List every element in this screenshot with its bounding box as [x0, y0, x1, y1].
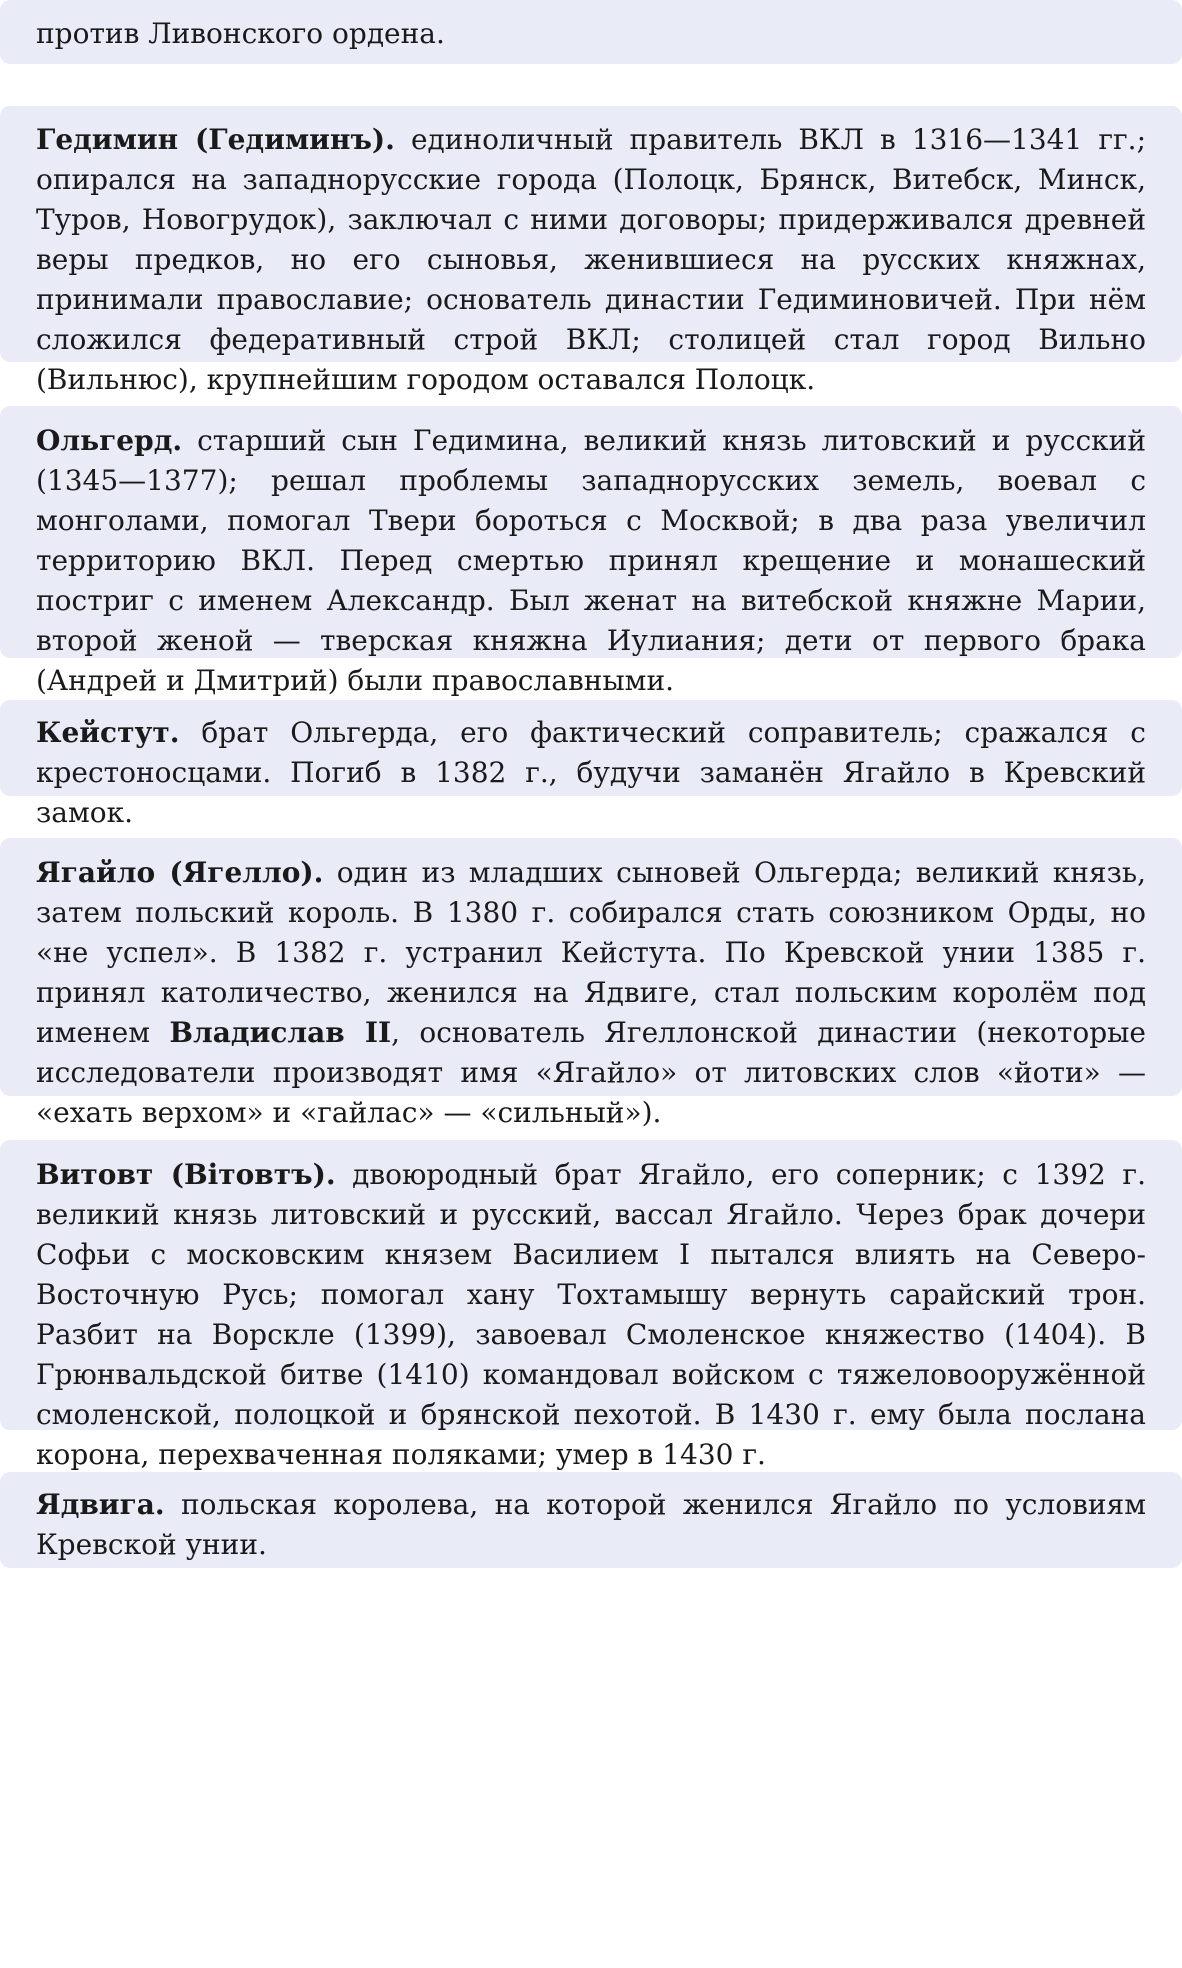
- entry-term: Ягайло (Ягелло).: [36, 856, 324, 889]
- entry-term: Ядвига.: [36, 1488, 165, 1521]
- entry-card-continuation: [0, 0, 1182, 64]
- entry-paragraph: [36, 1155, 1146, 1475]
- entry-text: старший сын Гедимина, великий князь литовский и русский (1345—1377); решал проблемы западнорусских земель, воевал с монголами, помогал Твери бороться с Москвой; в два раза увеличил территорию ВКЛ. Перед смертью принял крещение и монашеский постриг с именем Александр. Был женат на витебской княжне Марии, второй женой — тверская княжна Иулиания; дети от первого брака (Андрей и Дмитрий) были православными.: [36, 424, 1146, 697]
- entry-card-gedimin: [0, 106, 1182, 396]
- entry-text: один из младших сыновей Ольгерда; великий князь, затем польский король. В 1380 г. собирался стать союзником Орды, но «не успел». В 1382 г. устранил Кейстута. По Кревской унии 1385 г. принял католичество, женился на Ядвиге, стал польским королём под именем: [36, 856, 1146, 1049]
- entry-card-jagailo: [0, 838, 1182, 1129]
- entry-paragraph: [36, 421, 1146, 701]
- entry-term: Ольгерд.: [36, 424, 183, 457]
- entry-card-olgerd: [0, 406, 1182, 697]
- entry-paragraph: [36, 713, 1146, 833]
- entry-card-jadviga: [0, 1472, 1182, 1568]
- entry-paragraph: [36, 853, 1146, 1133]
- entry-text: брат Ольгерда, его фактический соправитель; сражался с крестоносцами. Погиб в 1382 г., будучи заманён Ягайло в Кревский замок.: [36, 716, 1146, 829]
- entry-term: Кейстут.: [36, 716, 180, 749]
- entry-paragraph: [36, 120, 1146, 400]
- entry-text: , основатель Ягеллонской династии (некоторые исследователи производят имя «Ягайло» от литовских слов «йоти» — «ехать верхом» и «гайлас» — «сильный»).: [36, 1016, 1146, 1129]
- entry-term: Гедимин (Гедиминъ).: [36, 123, 395, 156]
- entry-text: польская королева, на которой женился Ягайло по условиям Кревской унии.: [36, 1488, 1146, 1561]
- entry-bold-name: Владислав II: [169, 1016, 392, 1049]
- entry-text: двоюродный брат Ягайло, его соперник; с 1392 г. великий князь литовский и русский, вассал Ягайло. Через брак дочери Софьи с московским князем Василием I пытался влиять на Северо-Восточную Русь; помогал хану Тохтамышу вернуть сарайский трон. Разбит на Ворскле (1399), завоевал Смоленское княжество (1404). В Грюнвальдской битве (1410) командовал войском с тяжеловооружённой смоленской, полоцкой и брянской пехотой. В 1430 г. ему была послана корона, перехваченная поляками; умер в 1430 г.: [36, 1158, 1146, 1471]
- entry-paragraph: [36, 1485, 1146, 1565]
- entry-card-vitovt: [0, 1140, 1182, 1471]
- entry-text: против Ливонского ордена.: [36, 17, 445, 50]
- entry-term: Витовт (Вітовтъ).: [36, 1158, 336, 1191]
- entry-card-keistut: [0, 700, 1182, 829]
- entry-text: единоличный правитель ВКЛ в 1316—1341 гг.; опирался на западнорусские города (Полоцк, Брянск, Витебск, Минск, Туров, Новогрудок), заключал с ними договоры; придерживался древней веры предков, но его сыновья, женившиеся на русских княжнах, принимали православие; основатель династии Гедиминовичей. При нём сложился федеративный строй ВКЛ; столицей стал город Вильно (Вильнюс), крупнейшим городом оставался Полоцк.: [36, 123, 1146, 396]
